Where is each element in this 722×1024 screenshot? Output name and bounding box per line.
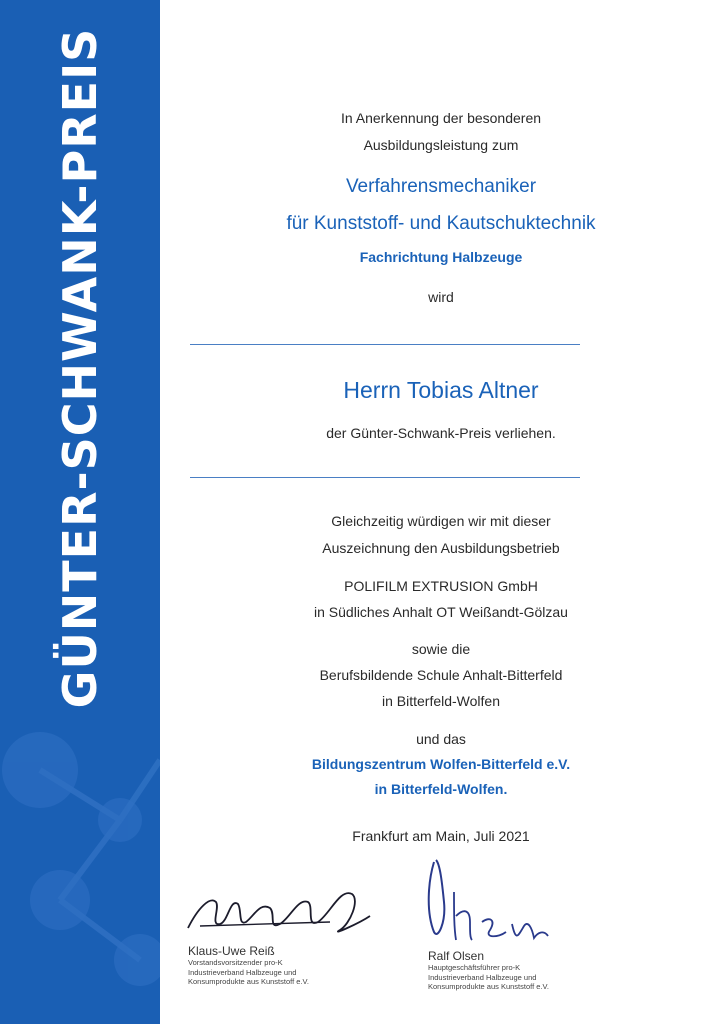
signature-reiss — [180, 868, 380, 948]
signatory-2-role-3: Konsumprodukte aus Kunststoff e.V. — [428, 982, 549, 991]
company-location: in Südliches Anhalt OT Weißandt-Gölzau — [314, 604, 568, 620]
ack-line-2: Auszeichnung den Ausbildungsbetrieb — [322, 540, 560, 556]
profession-line-1: Verfahrensmechaniker — [345, 176, 537, 197]
recipient-name: Herrn Tobias Altner — [343, 377, 539, 403]
signatory-1 — [188, 944, 309, 987]
school-name: Berufsbildende Schule Anhalt-Bitterfeld — [319, 667, 563, 683]
sidebar-title: GÜNTER-SCHWANK-PREIS — [53, 27, 107, 709]
intro-line-1: In Anerkennung der besonderen — [340, 110, 542, 126]
company-name: POLIFILM EXTRUSION GmbH — [344, 578, 538, 594]
sidebar-band — [0, 0, 160, 1024]
signatory-1-name: Klaus-Uwe Reiß — [188, 944, 275, 958]
school-location: in Bitterfeld-Wolfen — [381, 693, 500, 709]
specialization: Fachrichtung Halbzeuge — [359, 249, 523, 265]
signatory-1-role-1: Vorstandsvorsitzender pro-K — [188, 958, 283, 967]
und-text: und das — [416, 731, 466, 747]
divider-bottom — [190, 477, 580, 478]
wird-text: wird — [428, 289, 454, 305]
profession-line-2: für Kunststoff- und Kautschuktechnik — [286, 213, 596, 234]
signatory-2-role-1: Hauptgeschäftsführer pro-K — [428, 963, 521, 972]
sowie-text: sowie die — [411, 641, 471, 657]
signatory-2-name: Ralf Olsen — [428, 949, 485, 963]
signatory-2-role-2: Industrieverband Halbzeuge und — [428, 972, 537, 982]
certificate-body — [160, 0, 722, 1024]
award-line: der Günter-Schwank-Preis verliehen. — [326, 425, 556, 441]
signatory-2 — [428, 949, 549, 992]
signature-olsen — [420, 852, 560, 950]
ack-line-1: Gleichzeitig würdigen wir mit dieser — [331, 513, 551, 529]
place-date: Frankfurt am Main, Juli 2021 — [352, 828, 530, 844]
signatory-1-role-3: Konsumprodukte aus Kunststoff e.V. — [188, 977, 309, 986]
center-location: in Bitterfeld-Wolfen. — [374, 781, 508, 797]
divider-top — [190, 344, 580, 345]
intro-line-2: Ausbildungsleistung zum — [363, 137, 519, 153]
signatory-1-role-2: Industrieverband Halbzeuge und — [188, 967, 297, 977]
center-name: Bildungszentrum Wolfen-Bitterfeld e.V. — [311, 756, 571, 772]
